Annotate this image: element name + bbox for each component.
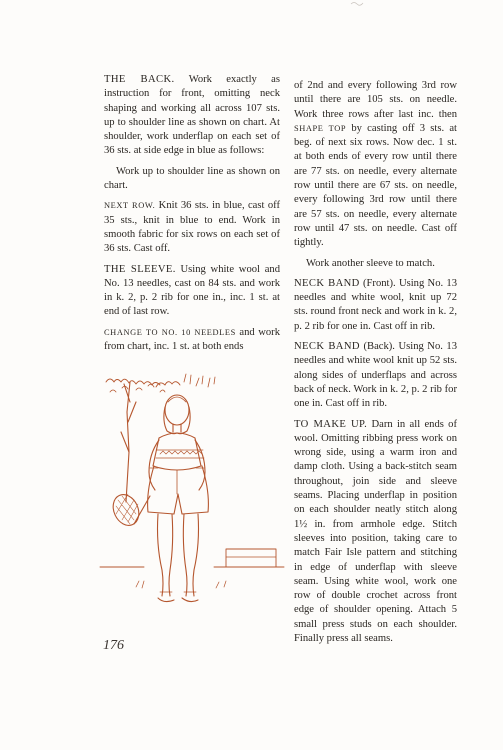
- sleeve-text: Using white wool and No. 13 needles, cast on 84 sts. and work in k. 2, p. 2 rib for one in., inc. 1 st. at end of last row.: [104, 263, 280, 318]
- change-needles-paragraph: [104, 326, 280, 355]
- neck-band-front-paragraph: [294, 277, 457, 334]
- back-heading: THE BACK.: [104, 74, 175, 85]
- make-up-text: Darn in all ends of wool. Omitting ribbing press work on wrong side, using a warm iron and damp cloth. Using a back-stitch seam throughout, join side and sleeve seams. Placing underflap in position on each shoulder neatly stitch along 1½ in. from armhole edge. Stitch sleeves into position, taking care to match Fair Isle pattern and stitching in edge of underflap with sleeve seam. Using white wool, work one row of double crochet across front edge of shoulder opening. Attach 5 small press studs on each shoulder. Finally press all seams.: [294, 418, 458, 644]
- back-text: Work exactly as instruction for front, omitting neck shaping and working all across 107 sts. up to shoulder line as shown on chart. At shoulder, work underflap on each set of 36 sts. at side edge in blue as follows:: [104, 74, 280, 157]
- page-number: 176: [103, 638, 124, 653]
- back-paragraph: [104, 73, 280, 159]
- neck-band-front-subheading: (Front).: [363, 277, 396, 289]
- sleeve-continued-paragraph: [294, 79, 457, 251]
- change-needles-text: and work from chart, inc. 1 st. at both ends: [104, 326, 281, 353]
- neck-band-front-text: Using No. 13 needles and white wool, knit up 72 sts. round front neck and work in k. 2, p. 2 rib for one in. Cast off in rib.: [294, 277, 458, 332]
- neck-band-back-text: Using No. 13 needles and white wool knit up 52 sts. along sides of underflaps and across back of neck. Work in k. 2, p. 2 rib for one in. Cast off in rib.: [294, 341, 457, 410]
- neck-band-back-paragraph: [294, 340, 457, 411]
- another-sleeve-paragraph: Work another sleeve to match.: [306, 257, 435, 269]
- back-paragraph-2: Work up to shoulder line as shown on chart.: [104, 165, 280, 192]
- left-column: [104, 73, 280, 354]
- shape-top-label: SHAPE TOP: [294, 123, 347, 133]
- sleeve-heading: THE SLEEVE.: [104, 263, 176, 275]
- change-needles-label: CHANGE TO NO. 10 NEEDLES: [104, 327, 236, 337]
- shape-top-text: by casting off 3 sts. at beg. of next six rows. Now dec. 1 st. at both ends of every row until there are 77 sts. on needle, every alternate row until there are 67 sts. on needle, every following 3rd row until there are 57 sts. on needle, every alternate row until 47 sts. on needle. Cast off tightly.: [294, 122, 457, 249]
- neck-band-back-subheading: (Back).: [363, 341, 395, 353]
- corner-mark: [350, 0, 364, 6]
- next-row-text: Knit 36 sts. in blue, cast off 35 sts., knit in blue to end. Work in smooth fabric for six rows on each set of 36 sts. Cast off.: [104, 200, 280, 255]
- make-up-paragraph: [294, 418, 457, 647]
- neck-band-front-heading: NECK BAND: [294, 277, 360, 289]
- next-row-paragraph: [104, 199, 280, 256]
- make-up-heading: TO MAKE UP.: [294, 418, 368, 430]
- right-column: [294, 79, 457, 646]
- next-row-label: NEXT ROW.: [104, 201, 156, 211]
- neck-band-back-heading: NECK BAND: [294, 341, 360, 353]
- sleeve-continued-text: of 2nd and every following 3rd row until there are 105 sts. on needle. Work three rows after last inc. then: [294, 80, 457, 120]
- tennis-player-illustration: [96, 362, 286, 627]
- sleeve-paragraph: [104, 263, 280, 320]
